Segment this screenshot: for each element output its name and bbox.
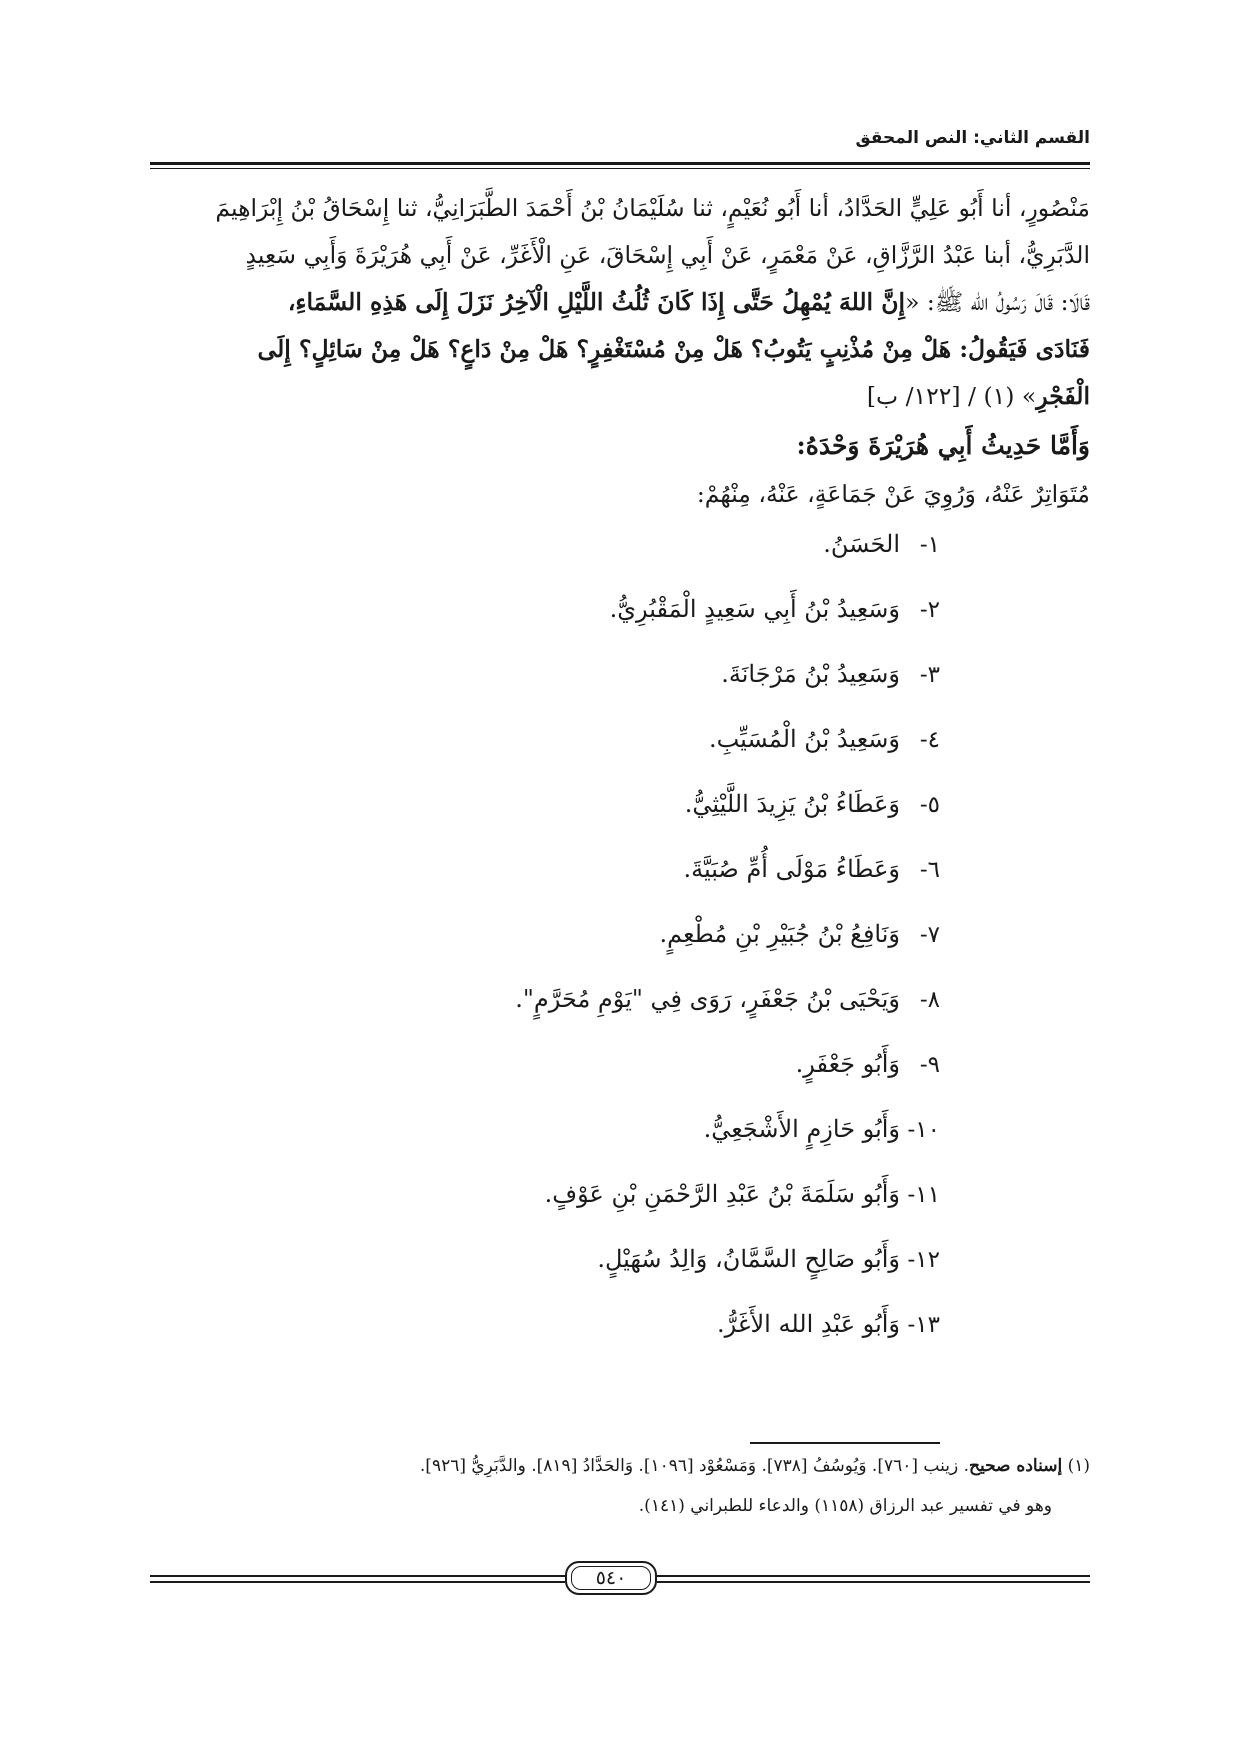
footnote-ref-and-folio: (١) / [١٢٢/ ب] [866, 382, 1022, 410]
footnote-line-2: وهو في تفسير عبد الرزاق (١١٥٨) والدعاء للطبراني (١٤١). [638, 1496, 1052, 1516]
footer-rule-right-1 [657, 1575, 1090, 1577]
list-item-number: ١٣- [907, 1312, 940, 1338]
footnote-verdict: إسناده صحيح [968, 1456, 1063, 1476]
list-item-number: ٥- [919, 792, 940, 818]
list-item-number: ١٢- [907, 1247, 940, 1273]
body-line-5 [150, 381, 1090, 411]
quote-close: » [1021, 382, 1037, 410]
hadith-text-end: الْفَجْرِ [1036, 382, 1090, 410]
list-item-number: ٩- [919, 1052, 940, 1078]
footer-rule-right-2 [657, 1581, 1090, 1583]
list-item-number: ٨- [919, 987, 940, 1013]
running-header: القسم الثاني: النص المحقق [855, 128, 1090, 148]
body-line-2: الدَّبَرِيُّ، أبنا عَبْدُ الرَّزَّاقِ، عَنْ مَعْمَرٍ، عَنْ أَبِي إِسْحَاقَ، عَنِ الْأَغَرِّ، عَنْ أَبِي هُرَيْرَةَ وَأَبِي سَعِيدٍ [245, 241, 1090, 269]
list-item-text: وَيَحْيَى بْنُ جَعْفَرٍ، رَوَى فِي "يَوْمِ مُحَرَّمٍ". [515, 985, 900, 1013]
body-line-3 [150, 287, 1090, 317]
list-item-number: ٦- [919, 857, 940, 883]
page-number: ٥٤٠ [565, 1561, 657, 1595]
list-item-text: وَنَافِعُ بْنُ جُبَيْرِ بْنِ مُطْعِمٍ. [659, 920, 900, 948]
footnote-separator [750, 1442, 940, 1444]
header-rule-thin [150, 168, 1090, 169]
list-item-number: ١٠- [907, 1117, 940, 1143]
list-item-text: وَعَطَاءُ بْنُ يَزِيدَ اللَّيْثِيُّ. [684, 790, 900, 818]
list-item-text: الحَسَنُ. [823, 530, 900, 558]
body-line-1: مَنْصُورٍ، أنا أَبُو عَلِيٍّ الحَدَّادُ، أنا أَبُو نُعَيْمٍ، ثنا سُلَيْمَانُ بْنُ أَحْمَدَ الطَّبَرَانِيُّ، ثنا إِسْحَاقُ بْنُ إِبْرَاهِيمَ [215, 194, 1090, 222]
hadith-intro: قَالَا: قَالَ رَسُولُ الله ﷺ: « [905, 288, 1090, 316]
footnote-marker: (١) [1062, 1456, 1090, 1476]
footnote-line-1 [420, 1456, 1090, 1476]
list-item-text: وَأَبُو سَلَمَةَ بْنُ عَبْدِ الرَّحْمَنِ بْنِ عَوْفٍ. [544, 1180, 900, 1208]
list-item-text: وَأَبُو عَبْدِ الله الأَغَرُّ. [717, 1310, 900, 1338]
footnote-sources: . زينب [٧٦٠]. وَيُوسُفُ [٧٣٨]. وَمَسْعُوْد [١٠٩٦]. وَالحَدَّادُ [٨١٩]. والدَّبَرِيُّ [٩٢٦]. [419, 1456, 969, 1476]
list-item-number: ٤- [919, 727, 940, 753]
list-item-number: ٧- [919, 922, 940, 948]
footer-rule-left-1 [150, 1575, 565, 1577]
list-item-text: وَأَبُو صَالِحٍ السَّمَّانُ، وَالِدُ سُهَيْلٍ. [597, 1245, 900, 1273]
subheading: وَأَمَّا حَدِيثُ أَبِي هُرَيْرَةَ وَحْدَهُ: [796, 431, 1090, 460]
hadith-text-1: إِنَّ اللهَ يُمْهِلُ حَتَّى إِذَا كَانَ ثُلُثُ اللَّيْلِ الْآخِرُ نَزَلَ إِلَى هَذِهِ السَّمَاءِ، [287, 288, 906, 316]
list-item-text: وَسَعِيدُ بْنُ أَبِي سَعِيدٍ الْمَقْبُرِيُّ. [609, 595, 900, 623]
list-item-number: ١١- [907, 1182, 940, 1208]
list-item-number: ٢- [919, 597, 940, 623]
intro-line: مُتَوَاتِرٌ عَنْهُ، وَرُوِيَ عَنْ جَمَاعَةٍ، عَنْهُ، مِنْهُمْ: [696, 480, 1090, 508]
footer-rule-left-2 [150, 1581, 565, 1583]
list-item-number: ١- [919, 532, 940, 558]
list-item-text: وَأَبُو جَعْفَرٍ. [795, 1050, 900, 1078]
body-line-4: فَنَادَى فَيَقُولُ: هَلْ مِنْ مُذْنِبٍ يَتُوبُ؟ هَلْ مِنْ مُسْتَغْفِرٍ؟ هَلْ مِنْ دَاعٍ؟ هَلْ مِنْ سَائِلٍ؟ إِلَى [257, 335, 1090, 363]
list-item-text: وَسَعِيدُ بْنُ الْمُسَيِّبِ. [708, 725, 900, 753]
list-item-text: وَسَعِيدُ بْنُ مَرْجَانَةَ. [721, 660, 900, 688]
list-item-number: ٣- [919, 662, 940, 688]
list-item-text: وَأَبُو حَازِمٍ الأَشْجَعِيُّ. [703, 1115, 900, 1143]
list-item-text: وَعَطَاءُ مَوْلَى أُمِّ صُبَيَّةَ. [683, 855, 900, 883]
header-rule-thick [150, 162, 1090, 165]
